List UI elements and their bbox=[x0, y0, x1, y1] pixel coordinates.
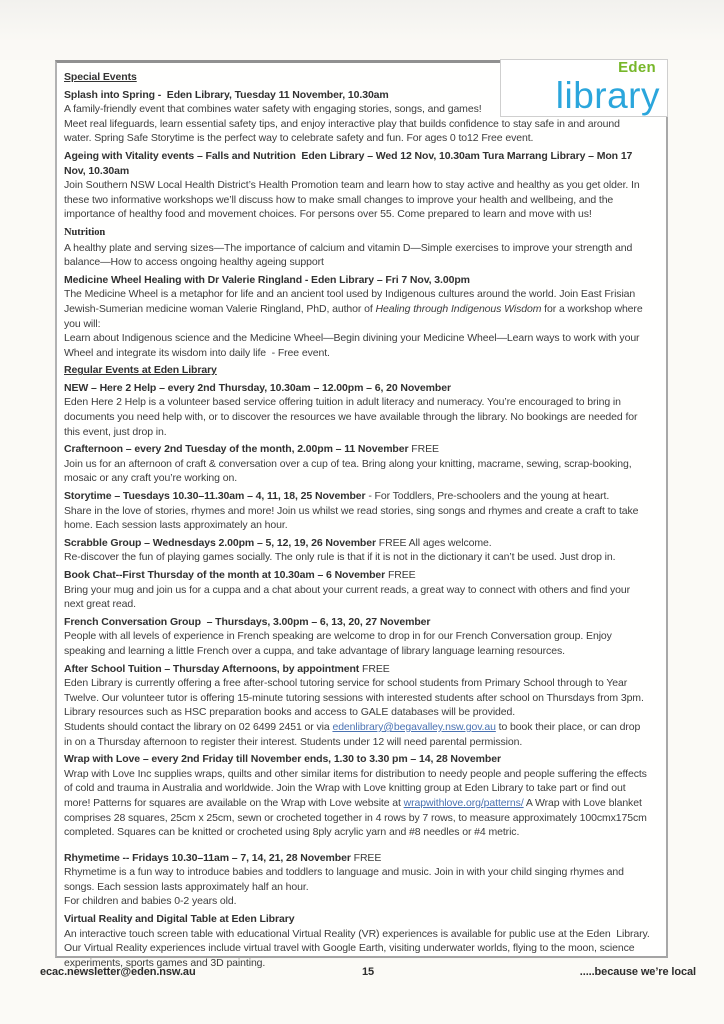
eden-library-logo bbox=[500, 59, 668, 117]
event-storytime-heading bbox=[64, 489, 650, 504]
text-segment: People with all levels of experience in French speaking are welcome to drop in for our French Conversation group. Enjoy speaking and learning a little French over a cuppa, and take advantage of library language learning resources. bbox=[64, 630, 615, 657]
text-segment: Virtual Reality and Digital Table at Eden Library bbox=[64, 913, 295, 926]
text-segment: Ageing with Vitality events – Falls and Nutrition Eden Library – Wed 12 Nov, 10.30am Tura Marrang Library – Mon 17 Nov, 10.30am bbox=[64, 149, 636, 177]
event-scrabble-group-para-1 bbox=[64, 550, 650, 565]
text-segment: Medicine Wheel Healing with Dr Valerie Ringland - Eden Library – Fri 7 Nov, 3.00pm bbox=[64, 273, 470, 286]
text-segment: FREE bbox=[385, 569, 416, 581]
text-segment: Re-discover the fun of playing games socially. The only rule is that if it is not in the dictionary it can’t be used. Just drop in. bbox=[64, 551, 616, 564]
text-segment: Learn about Indigenous science and the Medicine Wheel—Begin divining your Medicine Wheel—Learn ways to work with your Wheel and integrate its wisdom into daily life - Free event. bbox=[64, 332, 643, 359]
event-rhymetime bbox=[64, 851, 650, 909]
event-scrabble-group-heading bbox=[64, 536, 650, 551]
scan-background-shade bbox=[0, 0, 724, 60]
text-segment: Nutrition bbox=[64, 226, 106, 238]
event-virtual-reality-para-1 bbox=[64, 927, 653, 971]
text-segment: Rhymetime -- Fridays 10.30–11am – 7, 14, 21, 28 November bbox=[64, 851, 351, 864]
text-segment: Book Chat--First Thursday of the month at 10.30am – 6 November bbox=[64, 569, 386, 581]
logo-library-wordmark: library bbox=[555, 75, 660, 116]
regular-events-title bbox=[64, 363, 650, 378]
event-crafternoon bbox=[64, 442, 650, 486]
edenlibrary-email-link[interactable]: edenlibrary@begavalley.nsw.gov.au bbox=[332, 720, 496, 733]
text-segment: A Wrap with Love blanket comprises 28 squares, 25cm x 25cm, sewn or crocheted together in 4 rows by 7 rows, to measure approximately 100cmx175cm completed. Squares can be knitted or crocheted using 8ply acrylic yarn and #8 needles or #4 metric. bbox=[64, 796, 650, 839]
regular-events-title-text: Regular Events at Eden Library bbox=[64, 364, 217, 377]
event-french-conversation-group bbox=[64, 615, 650, 659]
text-segment: Wrap with Love – every 2nd Friday till November ends, 1.30 to 3.30 pm – 14, 28 November bbox=[64, 753, 501, 766]
text-segment: FREE bbox=[359, 662, 390, 675]
event-scrabble-group bbox=[64, 536, 650, 565]
footer-tagline: .....because we’re local bbox=[579, 966, 696, 978]
event-storytime bbox=[64, 489, 650, 533]
wrapwithlove-link[interactable]: wrapwithlove.org/patterns/ bbox=[403, 796, 524, 809]
text-segment: to book their place, or can drop in on a Thursday afternoon to register their interest. Students under 12 will need parental permission. bbox=[64, 720, 644, 748]
text-segment: Join us for an afternoon of craft & conversation over a cup of tea. Bring along your knitting, macrame, sewing, scrap-booking, mosaic or any craft you’re working on. bbox=[64, 457, 635, 485]
event-virtual-reality-heading bbox=[64, 912, 650, 927]
event-ageing-with-vitality-para-1 bbox=[64, 178, 650, 222]
text-segment: A family-friendly event that combines water safety with engaging stories, songs, and games! bbox=[64, 103, 482, 116]
event-storytime-para-1 bbox=[64, 504, 650, 533]
text-segment: For children and babies 0-2 years old. bbox=[64, 895, 237, 908]
text-segment: Storytime – Tuesdays 10.30–11.30am – 4, 11, 18, 25 November bbox=[64, 490, 366, 503]
text-segment: A healthy plate and serving sizes—The importance of calcium and vitamin D—Simple exercises to improve your strength and balance—How to access ongoing healthy ageing support bbox=[64, 241, 636, 269]
event-after-school-tuition bbox=[64, 662, 650, 750]
text-segment: FREE bbox=[408, 443, 439, 456]
text-segment: Eden Here 2 Help is a volunteer based service offering tuition in adult literacy and numeracy. You’re encouraged to bring in documents you need help with, or to discover the resources we have available through the library. No bookings are needed for this event, just drop in. bbox=[64, 396, 641, 438]
special-events-title-text: Special Events bbox=[64, 71, 137, 83]
text-segment: The Medicine Wheel is a metaphor for life and an ancient tool used by Indigenous cultures around the world. Join East Frisian Jewish-Sumerian medicine woman Valerie Ringland, PhD, author of bbox=[64, 288, 638, 315]
text-segment: - For Toddlers, Pre-schoolers and the young at heart. bbox=[365, 490, 610, 503]
text-segment: An interactive touch screen table with educational Virtual Reality (VR) experiences is available for public use at the Eden Library. Our Virtual Reality experiences include virtual travel with Google Earth, visiting underwater worlds, flying to the moon, science experiments, sports games and 3D painting. bbox=[64, 927, 653, 969]
event-book-chat-para-1 bbox=[64, 583, 650, 612]
text-segment: Scrabble Group – Wednesdays 2.00pm – 5, 12, 19, 26 November bbox=[64, 536, 376, 549]
text-segment: FREE bbox=[350, 851, 382, 864]
text-segment: NEW – Here 2 Help – every 2nd Thursday, 10.30am – 12.00pm – 6, 20 November bbox=[64, 381, 451, 394]
event-medicine-wheel-healing-heading bbox=[64, 273, 650, 288]
event-medicine-wheel-healing-para-1 bbox=[64, 287, 650, 331]
event-nutrition-heading bbox=[64, 225, 650, 241]
event-after-school-tuition-para-2 bbox=[64, 720, 650, 749]
text-segment: Share in the love of stories, rhymes and more! Join us whilst we read stories, sing songs and rhymes and create a craft to take home. Each session lasts approximately an hour. bbox=[64, 504, 642, 532]
event-rhymetime-para-2 bbox=[64, 894, 650, 909]
text-segment: Join Southern NSW Local Health District’s Health Promotion team and learn how to stay active and healthy as you get older. In these two informative workshops we’ll discuss how to make small changes to improve your health and wellbeing, and the importance of healthy food and movement choices. For persons over 55. Come prepared to learn and move with us! bbox=[64, 179, 643, 221]
event-rhymetime-heading bbox=[64, 851, 650, 866]
newsletter-content bbox=[57, 63, 666, 970]
logo-eden-label: Eden bbox=[618, 59, 656, 76]
event-french-conversation-group-para-1 bbox=[64, 629, 650, 658]
text-segment: Healing through Indigenous Wisdom bbox=[375, 302, 542, 315]
event-here-2-help bbox=[64, 381, 650, 439]
text-segment: Meet real lifeguards, learn essential safety tips, and enjoy interactive play that builds confidence to stay safe in and around water. Spring Safe Storytime is the perfect way to celebrate safety and fun. For ages 0 to12 Free event. bbox=[64, 117, 623, 145]
event-wrap-with-love bbox=[64, 752, 650, 840]
event-medicine-wheel-healing bbox=[64, 273, 650, 361]
event-french-conversation-group-heading bbox=[64, 615, 650, 630]
text-segment: French Conversation Group – Thursdays, 3.00pm – 6, 13, 20, 27 November bbox=[64, 615, 431, 628]
text-segment: Splash into Spring - Eden Library, Tuesday 11 November, 10.30am bbox=[64, 88, 389, 101]
text-segment: After School Tuition – Thursday Afternoons, by appointment bbox=[64, 662, 360, 675]
event-nutrition-para-1 bbox=[64, 241, 650, 270]
text-segment: for a workshop where you will: bbox=[64, 302, 646, 330]
footer-page-number: 15 bbox=[361, 966, 375, 978]
event-here-2-help-para-1 bbox=[64, 395, 650, 439]
newsletter-page-border-box bbox=[55, 59, 668, 969]
event-ageing-with-vitality bbox=[64, 149, 650, 222]
event-crafternoon-para-1 bbox=[64, 457, 650, 486]
text-segment: Crafternoon – every 2nd Tuesday of the month, 2.00pm – 11 November bbox=[64, 443, 409, 456]
event-here-2-help-heading bbox=[64, 381, 650, 396]
event-wrap-with-love-para-1 bbox=[64, 767, 650, 840]
event-crafternoon-heading bbox=[64, 442, 650, 457]
event-after-school-tuition-para-1 bbox=[64, 676, 650, 720]
event-ageing-with-vitality-heading bbox=[64, 149, 650, 178]
event-book-chat-heading bbox=[64, 568, 650, 583]
event-book-chat bbox=[64, 568, 650, 612]
event-rhymetime-para-1 bbox=[64, 865, 650, 894]
text-segment: Students should contact the library on 02 6499 2451 or via bbox=[64, 720, 333, 733]
event-wrap-with-love-heading bbox=[64, 752, 650, 767]
text-segment: Bring your mug and join us for a cuppa and a chat about your current reads, a great way to connect with others and find your next great read. bbox=[64, 583, 633, 611]
text-segment: Eden Library is currently offering a free after-school tutoring service for school students from Primary School through to Year Twelve. Our volunteer tutor is offering 15-minute tutoring sessions with interested students after school on Thursdays from 3pm. Library resources such as HSC preparation books and access to GALE databases will be provided. bbox=[64, 677, 647, 719]
event-after-school-tuition-heading bbox=[64, 662, 650, 677]
event-splash-into-spring-para-2 bbox=[64, 117, 650, 146]
footer-email: ecac.newsletter@eden.nsw.au bbox=[40, 966, 196, 978]
event-nutrition bbox=[64, 225, 650, 270]
event-virtual-reality bbox=[64, 912, 653, 970]
text-segment: Wrap with Love Inc supplies wraps, quilts and other similar items for distribution to needy people and people suffering the effects of cold and trauma in Australia and worldwide. Join the Wrap with Love knitting group at Eden Library to take part or find out more! Patterns for squares are available on the Wrap with Love website at bbox=[64, 767, 650, 809]
text-segment: FREE All ages welcome. bbox=[375, 536, 492, 549]
text-segment: Rhymetime is a fun way to introduce babies and toddlers to language and music. Join in with your child singing rhymes and songs. Each session lasts approximately half an hour. bbox=[64, 866, 627, 893]
event-medicine-wheel-healing-para-2 bbox=[64, 331, 650, 360]
